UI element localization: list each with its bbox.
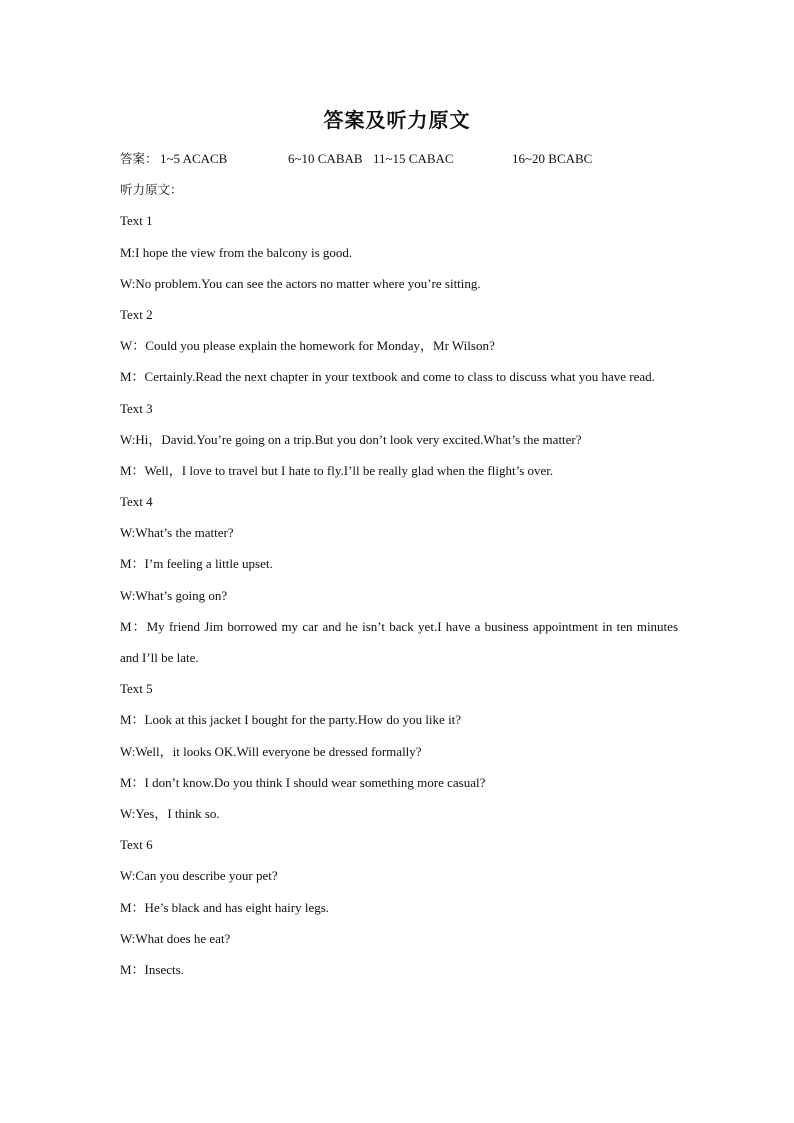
text-heading: Text 2 — [120, 306, 153, 322]
dialogue-line: W:What’s the matter? — [120, 525, 234, 541]
dialogue-line: W:No problem.You can see the actors no matter where you’re sitting. — [120, 275, 481, 291]
text-heading: Text 6 — [120, 837, 153, 853]
answer-key-label: 答案： — [120, 151, 158, 166]
text-heading: Text 5 — [120, 681, 153, 697]
dialogue-line: W：Could you please explain the homework for Monday，Mr Wilson? — [120, 338, 495, 354]
dialogue-line: W:What’s going on? — [120, 587, 228, 603]
text-heading: Text 3 — [120, 400, 153, 416]
dialogue-line: M:I hope the view from the balcony is good. — [120, 244, 353, 260]
text-heading: Text 4 — [120, 494, 153, 510]
document-body — [120, 143, 678, 985]
dialogue-line: M：My friend Jim borrowed my car and he isn’t back yet.I have a business appointment in ten minutes and I’ll be late. — [120, 618, 678, 666]
dialogue-line: W:What does he eat? — [120, 930, 231, 946]
answer-group-1-5: 1~5 ACACB — [160, 151, 228, 166]
dialogue-line: M：Well，I love to travel but I hate to fly.I’ll be really glad when the flight’s over. — [120, 462, 554, 478]
transcript-heading: 听力原文： — [120, 182, 183, 198]
dialogue-line: M：I’m feeling a little upset. — [120, 556, 273, 572]
dialogue-line: M：Insects. — [120, 961, 184, 977]
answer-group-11-15: 11~15 CABAC — [373, 151, 454, 166]
dialogue-line: W:Yes，I think so. — [120, 805, 220, 821]
text-heading: Text 1 — [120, 213, 153, 229]
dialogue-line: W:Hi，David.You’re going on a trip.But you don’t look very excited.What’s the matter? — [120, 431, 582, 447]
answer-key-row — [120, 143, 678, 174]
answer-group-6-10: 6~10 CABAB — [288, 151, 363, 166]
dialogue-line: M：Look at this jacket I bought for the party.How do you like it? — [120, 712, 462, 728]
answer-group-16-20: 16~20 BCABC — [512, 151, 593, 166]
dialogue-line: M：Certainly.Read the next chapter in your textbook and come to class to discuss what you have read. — [120, 369, 655, 385]
dialogue-line: M：He’s black and has eight hairy legs. — [120, 899, 330, 915]
dialogue-line: W:Well，it looks OK.Will everyone be dressed formally? — [120, 743, 422, 759]
dialogue-line: M：I don’t know.Do you think I should wear something more casual? — [120, 774, 486, 790]
page-title: 答案及听力原文 — [323, 108, 471, 132]
dialogue-line: W:Can you describe your pet? — [120, 868, 278, 884]
